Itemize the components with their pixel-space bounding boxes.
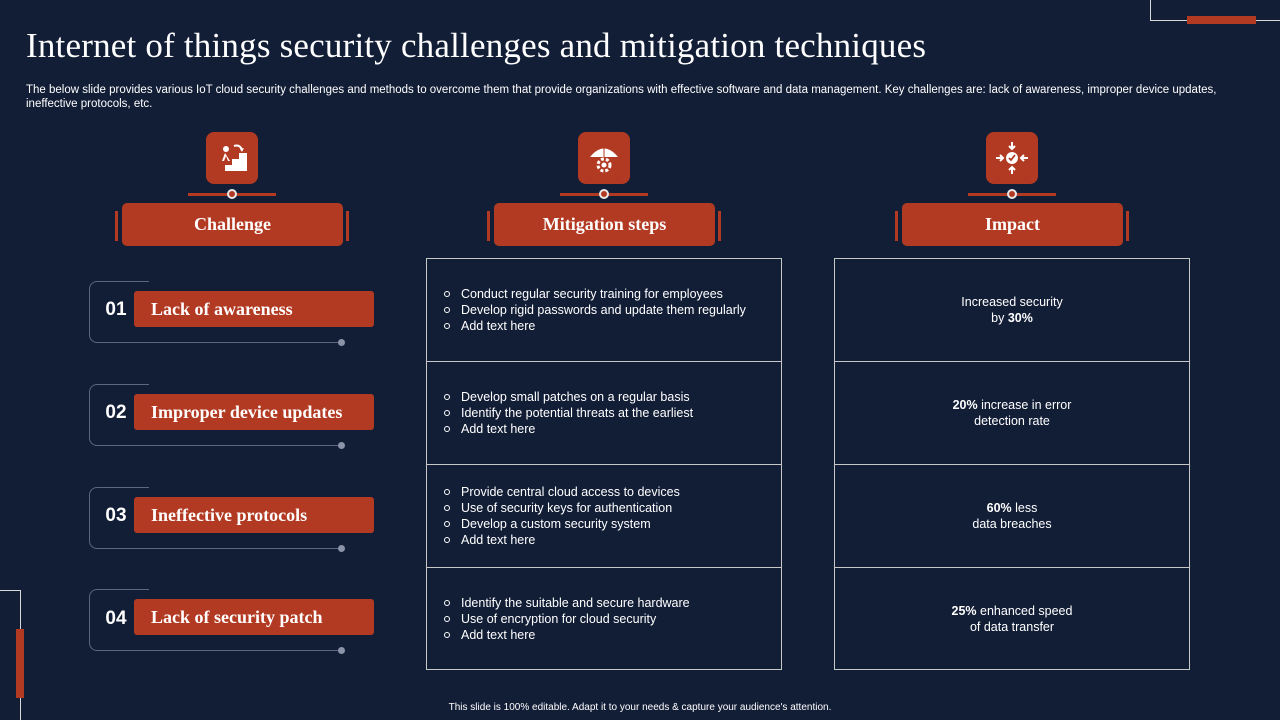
challenge-dot (338, 647, 345, 654)
challenge-underline (97, 650, 341, 651)
mitigation-cell (427, 259, 781, 362)
header-tick (115, 211, 118, 241)
icon-connector-dot (599, 189, 609, 199)
mitigation-step: Add text here (461, 318, 746, 334)
challenge-number: 04 (105, 608, 127, 629)
impact-text: Increased security by 30% (961, 295, 1063, 325)
challenge-label: Lack of awareness (134, 291, 374, 327)
bullet-circle-icon (444, 426, 450, 432)
header-tick (1126, 211, 1129, 241)
challenge-dot (338, 545, 345, 552)
mitigation-list (427, 286, 746, 334)
icon-connector-dot (1007, 189, 1017, 199)
bullet-circle-icon (444, 489, 450, 495)
impact-text: 25% enhanced speed of data transfer (951, 604, 1073, 634)
bullet-circle-icon (444, 307, 450, 313)
corner-accent-top-right (1187, 16, 1256, 24)
impact-table (834, 258, 1190, 670)
bullet-circle-icon (444, 632, 450, 638)
mitigation-step: Develop a custom security system (461, 516, 680, 532)
header-tick (487, 211, 490, 241)
bullet-circle-icon (444, 410, 450, 416)
mitigation-table (426, 258, 782, 670)
challenge-number: 02 (105, 402, 127, 423)
header-impact: Impact (902, 203, 1123, 246)
mitigation-step: Add text here (461, 421, 693, 437)
header-mitigation: Mitigation steps (494, 203, 715, 246)
challenge-label: Ineffective protocols (134, 497, 374, 533)
mitigation-step: Use of security keys for authentication (461, 500, 680, 516)
mitigation-list (427, 484, 680, 548)
footer-note: This slide is 100% editable. Adapt it to your needs & capture your audience's attention. (448, 702, 832, 713)
icon-connector-dot (227, 189, 237, 199)
mitigation-step: Add text here (461, 532, 680, 548)
mitigation-cell (427, 568, 781, 670)
challenge-underline (97, 445, 341, 446)
header-tick (895, 211, 898, 241)
bullet-circle-icon (444, 291, 450, 297)
impact-cell (835, 362, 1189, 465)
mitigation-step: Provide central cloud access to devices (461, 484, 680, 500)
mitigation-step: Conduct regular security training for employees (461, 286, 746, 302)
header-tick (346, 211, 349, 241)
challenge-underline (97, 342, 341, 343)
corner-accent-bottom-left (16, 629, 24, 698)
impact-cell (835, 465, 1189, 568)
umbrella-gear-icon (578, 132, 630, 184)
stairs-climb-icon (206, 132, 258, 184)
challenge-label: Lack of security patch (134, 599, 374, 635)
challenge-dot (338, 339, 345, 346)
slide-title: Internet of things security challenges and mitigation techniques (26, 26, 927, 65)
mitigation-step: Develop rigid passwords and update them regularly (461, 302, 746, 318)
challenge-label: Improper device updates (134, 394, 374, 430)
mitigation-list (427, 595, 690, 643)
mitigation-step: Identify the potential threats at the earliest (461, 405, 693, 421)
impact-text: 60% less data breaches (972, 501, 1052, 531)
challenge-dot (338, 442, 345, 449)
bullet-circle-icon (444, 616, 450, 622)
impact-text: 20% increase in error detection rate (952, 398, 1072, 428)
impact-cell (835, 568, 1189, 670)
challenge-underline (97, 548, 341, 549)
bullet-circle-icon (444, 537, 450, 543)
header-tick (718, 211, 721, 241)
challenge-number: 03 (105, 505, 127, 526)
bullet-circle-icon (444, 521, 450, 527)
bullet-circle-icon (444, 600, 450, 606)
challenge-number: 01 (105, 299, 127, 320)
mitigation-list (427, 389, 693, 437)
mitigation-step: Identify the suitable and secure hardware (461, 595, 690, 611)
mitigation-cell (427, 362, 781, 465)
converging-arrows-check-icon (986, 132, 1038, 184)
bullet-circle-icon (444, 323, 450, 329)
mitigation-step: Develop small patches on a regular basis (461, 389, 693, 405)
bullet-circle-icon (444, 505, 450, 511)
bullet-circle-icon (444, 394, 450, 400)
mitigation-step: Use of encryption for cloud security (461, 611, 690, 627)
mitigation-cell (427, 465, 781, 568)
header-challenge: Challenge (122, 203, 343, 246)
mitigation-step: Add text here (461, 627, 690, 643)
slide-subtitle: The below slide provides various IoT cloud security challenges and methods to overcome them that provide organizations with effective software and data management. Key challenges are: lack of awareness, improper device updates, ineffective protocols, etc. (26, 84, 1217, 110)
impact-cell (835, 259, 1189, 362)
